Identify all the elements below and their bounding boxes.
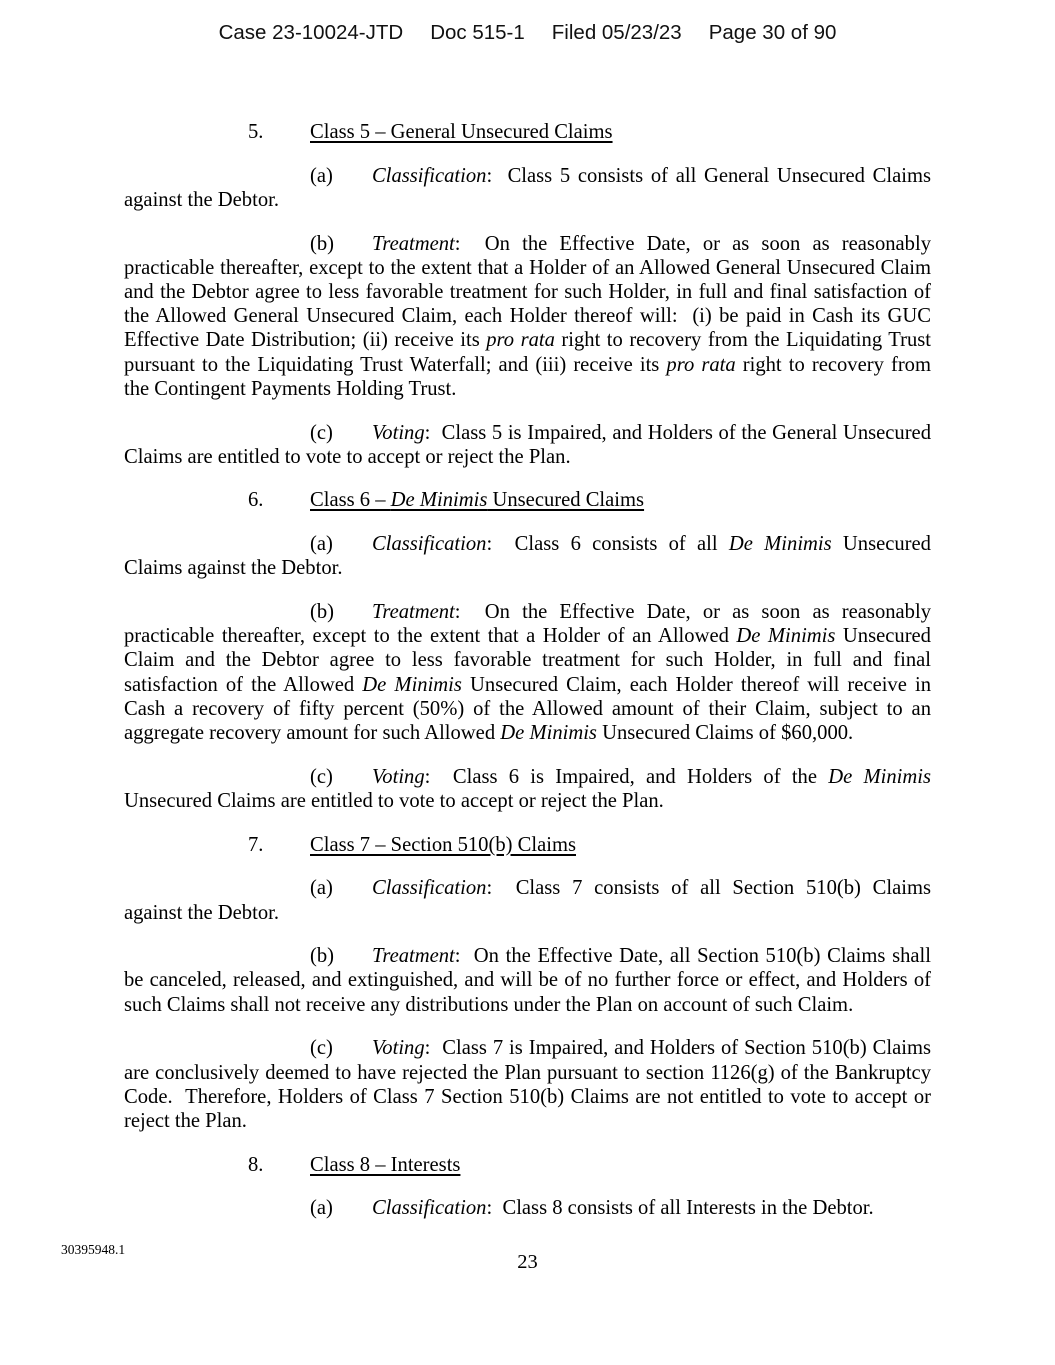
paragraph-text: Classification: Class 8 consists of all Interests in the Debtor. <box>372 1197 874 1220</box>
paragraph-marker: (a) <box>310 1197 333 1220</box>
section-heading-class-5 <box>124 120 931 144</box>
section-number: 7. <box>248 833 264 856</box>
paragraph-class6-treatment <box>124 600 931 745</box>
section-title: Class 8 – Interests <box>310 1153 461 1176</box>
section-number: 5. <box>248 121 264 143</box>
paragraph-class5-voting <box>124 421 931 469</box>
paragraph-marker: (c) <box>310 1037 333 1060</box>
document-body <box>124 120 931 1240</box>
paragraph-marker: (b) <box>310 945 335 968</box>
paragraph-marker: (a) <box>310 164 333 187</box>
stamp-filed-date: Filed 05/23/23 <box>551 21 682 44</box>
paragraph-class7-classification <box>124 876 931 924</box>
paragraph-text: Treatment: On the Effective Date, or as soon as reasonably practicable thereafter, except to the extent that a Holder of an Allowed De Minimis Unsecured Claim and the Debtor agree to less favorable treatment for such Holder, in full and final satisfaction of the Allowed De Minimis Unsecured Claim, each Holder thereof will receive in Cash a recovery of fifty percent (50%) of the Allowed amount of their Claim, subject to an aggregate recovery amount for such Allowed De Minimis Unsecured Claims of $60,000. <box>124 601 931 745</box>
section-heading-class-6 <box>124 488 931 512</box>
section-title: Class 6 – De Minimis Unsecured Claims <box>310 489 645 512</box>
paragraph-text: Voting: Class 6 is Impaired, and Holders of the De Minimis Unsecured Claims are entitled to vote to accept or reject the Plan. <box>124 765 931 812</box>
footer-page-number: 23 <box>517 1251 538 1273</box>
section-heading-class-8 <box>124 1153 931 1177</box>
paragraph-class6-voting <box>124 765 931 813</box>
paragraph-class7-voting <box>124 1036 931 1133</box>
paragraph-text: Treatment: On the Effective Date, all Section 510(b) Claims shall be canceled, released, and extinguished, and will be of no further force or effect, and Holders of such Claims shall not receive any distributions under the Plan on account of such Claim. <box>124 945 931 1016</box>
paragraph-text: Classification: Class 5 consists of all General Unsecured Claims against the Debtor. <box>124 164 931 211</box>
paragraph-text: Treatment: On the Effective Date, or as soon as reasonably practicable thereafter, except to the extent that a Holder of an Allowed General Unsecured Claim and the Debtor agree to less favorable treatment for such Holder, in full and final satisfaction of the Allowed General Unsecured Claim, each Holder thereof will: (i) be paid in Cash its GUC Effective Date Distribution; (ii) receive its pro rata right to recovery from the Liquidating Trust pursuant to the Liquidating Trust Waterfall; and (iii) receive its pro rata right to recovery from the Contingent Payments Holding Trust. <box>124 232 931 400</box>
paragraph-marker: (b) <box>310 232 335 255</box>
paragraph-text: Voting: Class 7 is Impaired, and Holders of Section 510(b) Claims are conclusively deemed to have rejected the Plan pursuant to section 1126(g) of the Bankruptcy Code. Therefore, Holders of Class 7 Section 510(b) Claims are not entitled to vote to accept or reject the Plan. <box>124 1037 931 1132</box>
section-title: Class 7 – Section 510(b) Claims <box>310 833 576 856</box>
footer-document-id: 30395948.1 <box>61 1242 126 1257</box>
paragraph-class6-classification <box>124 532 931 580</box>
paragraph-marker: (a) <box>310 533 333 556</box>
section-heading-class-7 <box>124 833 931 857</box>
paragraph-class5-treatment <box>124 232 931 401</box>
stamp-page-of: Page 30 of 90 <box>708 21 837 44</box>
stamp-case-number: Case 23-10024-JTD <box>218 21 404 44</box>
stamp-doc-number: Doc 515-1 <box>430 21 525 44</box>
court-filing-stamp <box>0 21 1055 45</box>
paragraph-class7-treatment <box>124 944 931 1017</box>
paragraph-marker: (c) <box>310 765 333 788</box>
paragraph-class5-classification <box>124 164 931 212</box>
section-number: 8. <box>248 1153 264 1176</box>
section-number: 6. <box>248 489 264 512</box>
paragraph-text: Voting: Class 5 is Impaired, and Holders of the General Unsecured Claims are entitled to vote to accept or reject the Plan. <box>124 421 931 468</box>
paragraph-marker: (c) <box>310 421 333 444</box>
paragraph-marker: (b) <box>310 601 335 624</box>
paragraph-class8-classification <box>124 1196 931 1220</box>
section-title: Class 5 – General Unsecured Claims <box>310 121 613 143</box>
paragraph-marker: (a) <box>310 877 333 900</box>
paragraph-text: Classification: Class 7 consists of all Section 510(b) Claims against the Debtor. <box>124 877 931 924</box>
paragraph-text: Classification: Class 6 consists of all De Minimis Unsecured Claims against the Debtor. <box>124 533 931 580</box>
